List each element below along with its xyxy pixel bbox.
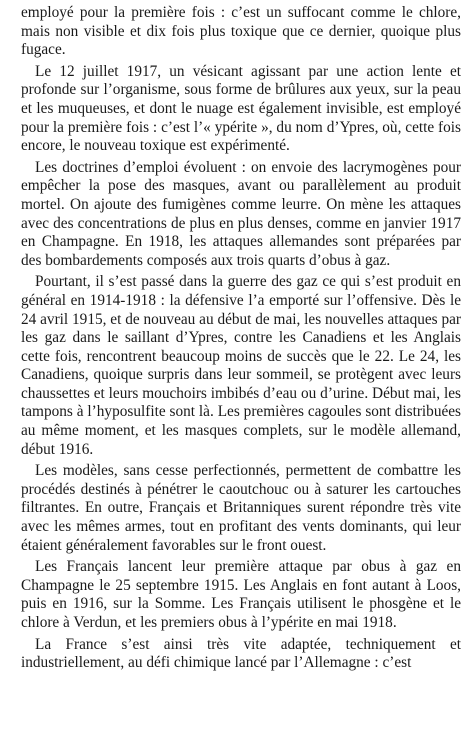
- paragraph-france-adaptee: La France s’est ainsi très vite adaptée, techniquement et industriellement, au défi chimique lancé par l’Allemagne : c’est: [21, 635, 461, 672]
- paragraph-modeles: Les modèles, sans cesse perfectionnés, permettent de combattre les procédés destinés à pénétrer le caoutchouc ou à saturer les cartouches filtrantes. En outre, Français et Britanniques surent répondre très vite avec les mêmes armes, tout en profitant des vents dominants, qui leur étaient généralement favorables sur le front ouest.: [21, 462, 461, 554]
- paragraph-continuation: employé pour la première fois : c’est un suffocant comme le chlore, mais non visible et dix fois plus toxique que ce dernier, quoique plus fugace.: [21, 4, 461, 59]
- paragraph-yperite: Le 12 juillet 1917, un vésicant agissant par une action lente et profonde sur l’organisme, sous forme de brûlures aux yeux, sur la peau et les muqueuses, et dont le nuage est également invisible, est employé pour la première fois : c’est l’« ypérite », du nom d’Ypres, où, cette fois encore, le nouveau toxique est expérimenté.: [21, 62, 461, 155]
- document-page: [21, 4, 461, 676]
- paragraph-defensive: Pourtant, il s’est passé dans la guerre des gaz ce qui s’est produit en général en 1914-1918 : la défensive l’a emporté sur l’offensive. Dès le 24 avril 1915, et de nouveau au début de mai, les nouvelles attaques par les gaz dans le saillant d’Ypres, contre les Canadiens et les Anglais cette fois, rencontrent beaucoup moins de succès que le 22. Le 24, les Canadiens, quoique surpris dans leur sommeil, se protègent avec leurs chaussettes et leurs mouchoirs imbibés d’eau ou d’urine. Début mai, les tampons à l’hyposulfite sont là. Les premières cagoules sont distribuées au même moment, et les masques complets, sur le modèle allemand, début 1916.: [21, 273, 461, 458]
- paragraph-attaques-francaises: Les Français lancent leur première attaque par obus à gaz en Champagne le 25 septembre 1915. Les Anglais en font autant à Loos, puis en 1916, sur la Somme. Les Français utilisent le phosgène et le chlore à Verdun, et les premiers obus à l’ypérite en mai 1918.: [21, 558, 461, 631]
- paragraph-doctrines: Les doctrines d’emploi évoluent : on envoie des lacrymogènes pour empêcher la pose des masques, avant ou parallèlement au produit mortel. On ajoute des fumigènes comme leurre. On mène les attaques avec des concentrations de plus en plus denses, comme en janvier 1917 en Champagne. En 1918, les attaques allemandes sont préparées par des bombardements composés aux trois quarts d’obus à gaz.: [21, 158, 461, 269]
